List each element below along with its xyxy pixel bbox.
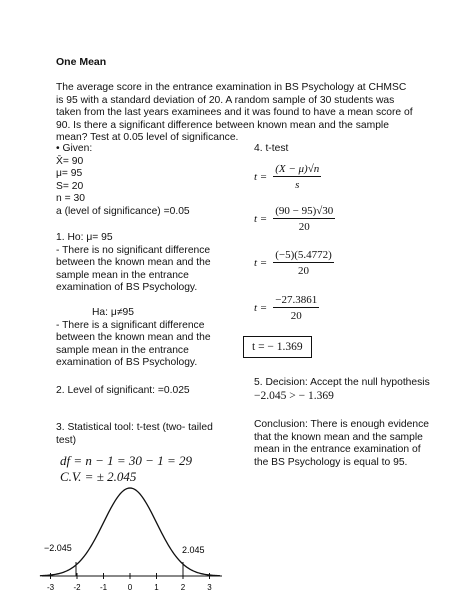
tick-label: 1 (154, 583, 159, 592)
tick-label: -2 (73, 583, 81, 592)
tick-label: 0 (127, 583, 133, 592)
formula-numerator: −27.3861 (275, 294, 318, 306)
formula-numerator: (X − μ)√n (275, 163, 320, 175)
formula-lhs: t = (254, 213, 268, 225)
page-title: One Mean (56, 56, 107, 68)
degrees-of-freedom: df = n − 1 = 30 − 1 = 29 (60, 453, 192, 468)
t-distribution-curve (36, 480, 226, 596)
bell-curve (40, 488, 220, 576)
null-hypothesis-label: 1. Ho: μ= 95 (56, 232, 113, 243)
given-line-n: n = 30 (56, 193, 85, 205)
given-section (56, 143, 246, 219)
alt-hypothesis-label: Ha: μ≠95 (92, 306, 134, 318)
null-hypothesis-text: - There is no significant difference between the known mean and the sample mean in the entrance examination of BS Psychology. (56, 244, 211, 294)
statistical-tool: 3. Statistical tool: t-test (two- tailed test) (56, 422, 213, 446)
given-line-alpha: a (level of significance) =0.05 (56, 205, 190, 217)
tick-label: -1 (99, 583, 108, 592)
formula-denominator: 20 (298, 265, 310, 277)
formula-denominator: 20 (290, 310, 302, 322)
hypotheses-section (56, 232, 234, 370)
given-line-s: S= 20 (56, 180, 84, 192)
formula-general (254, 163, 321, 191)
given-line-mean: X̄= 90 (56, 155, 84, 167)
formula-step3 (254, 249, 334, 277)
alt-hypothesis-text: - There is a significant difference between the known mean and the sample mean in the entrance examination of BS Psychology. (56, 319, 211, 369)
left-critical-label: −2.045 (44, 543, 72, 553)
ttest-heading: 4. t-test (254, 143, 289, 154)
formula-numerator: (−5)(5.4772) (275, 249, 332, 261)
formula-substituted (254, 205, 335, 233)
formula-denominator: s (295, 179, 300, 191)
decision-comparison: −2.045 > − 1.369 (254, 390, 334, 402)
tick-label: -3 (46, 583, 55, 592)
formula-lhs: t = (254, 171, 268, 183)
problem-statement: The average score in the entrance examination in BS Psychology at CHMSC is 95 with a standard deviation of 20. A random sample of 30 students was taken from the last years examinees and it was found to have a mean score of 90. Is there a significant difference between known mean and the sample mean? Test at 0.05 level of significance. (56, 82, 413, 144)
formula-lhs: t = (254, 302, 268, 314)
formula-numerator: (90 − 95)√30 (275, 205, 334, 217)
given-line-mu: μ= 95 (56, 168, 83, 180)
formula-step4 (254, 294, 319, 322)
critical-value: C.V. = ± 2.045 (60, 469, 137, 484)
conclusion-text: Conclusion: There is enough evidence that the known mean and the sample mean in the entrance examination of the BS Psychology is equal to 95. (254, 419, 429, 468)
given-heading: • Given: (56, 143, 93, 154)
t-result: t = − 1.369 (252, 341, 303, 353)
formula-denominator: 20 (298, 221, 310, 233)
decision-text: 5. Decision: Accept the null hypothesis (254, 377, 430, 388)
formula-lhs: t = (254, 257, 268, 269)
t-result-box (243, 336, 312, 358)
level-of-significance: 2. Level of significant: =0.025 (56, 385, 190, 396)
tick-label: 2 (180, 583, 186, 592)
tick-label: 3 (207, 583, 212, 592)
right-critical-label: 2.045 (182, 545, 205, 555)
